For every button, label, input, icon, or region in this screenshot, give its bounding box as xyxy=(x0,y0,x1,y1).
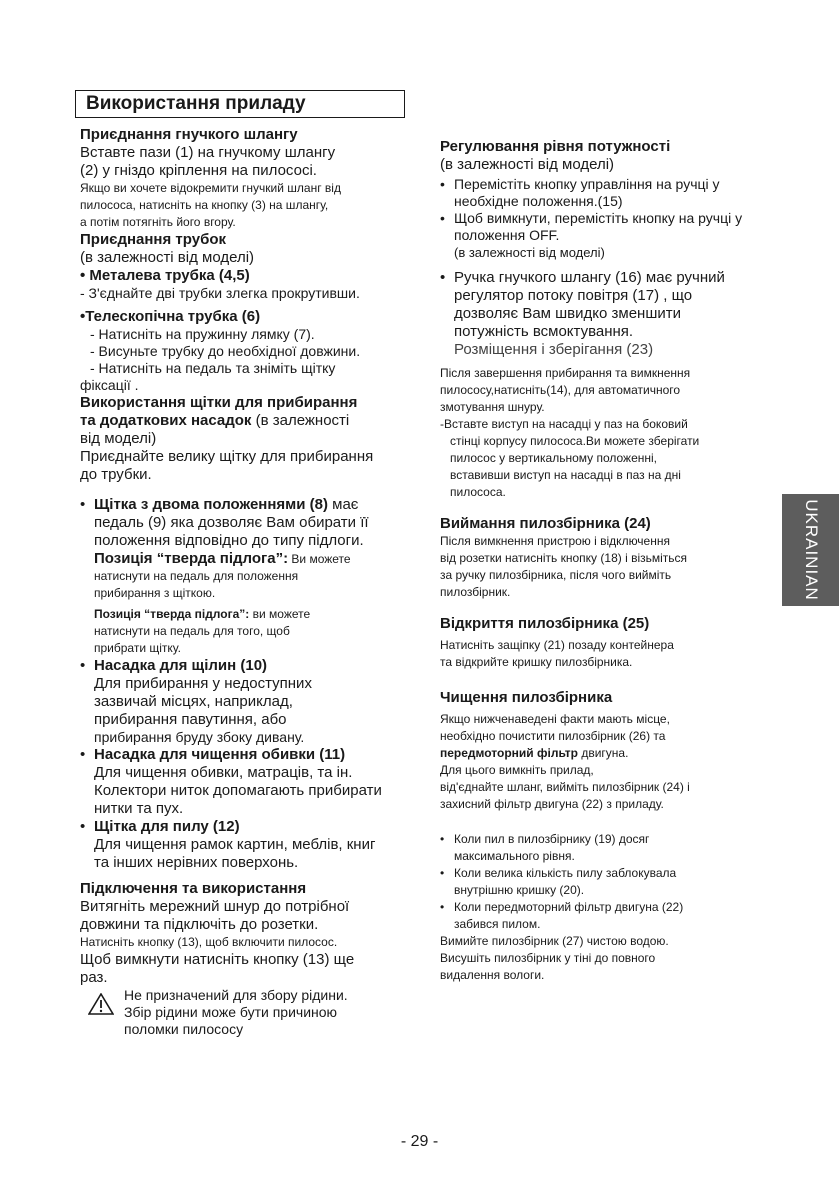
text-line: видалення вологи. xyxy=(440,968,545,982)
text-line: • Щоб вимкнути, перемістіть кнопку на ручці у xyxy=(454,210,743,226)
text-line: Ви можете xyxy=(288,552,351,566)
text-line: та інших нерівних поверхонь. xyxy=(94,854,299,871)
language-tab xyxy=(782,494,839,606)
heading-hose: Приєднання гнучкого шлангу xyxy=(80,126,298,143)
text-line: потужність всмоктування. xyxy=(454,323,634,340)
item-subtitle: Позиція “тверда підлога”: xyxy=(94,607,250,621)
text-line: Для чищення рамок картин, меблів, книг xyxy=(94,836,376,853)
item-title: • Щітка для пилу (12) xyxy=(94,818,240,835)
text-line: прибирання з щіткою. xyxy=(94,586,216,600)
text-line: від моделі) xyxy=(80,430,157,447)
text-line: Щоб вимкнути натисніть кнопку (13) ще xyxy=(80,951,355,968)
text-line: натиснути на педаль для того, щоб xyxy=(94,624,290,638)
text-line: Після вимкнення пристрою і відключення xyxy=(440,534,670,548)
text-line: • Перемістіть кнопку управління на ручці у xyxy=(454,176,720,192)
text-line: внутрішню кришку (20). xyxy=(454,883,585,897)
list-item xyxy=(80,746,425,818)
page-title: Використання приладу xyxy=(75,90,405,118)
text-line: пилососу,натисніть(14), для автоматичного xyxy=(440,383,681,397)
text-line: фіксації . xyxy=(80,377,139,393)
text-line: • Коли велика кількість пилу заблокувала xyxy=(454,866,677,880)
text-line: -Вставте виступ на насадці у паз на боковий xyxy=(440,417,688,431)
list-item xyxy=(80,818,425,872)
text-line: (в залежності від моделі) xyxy=(440,156,615,173)
right-column xyxy=(440,138,795,984)
text-emphasis: передмоторний фільтр xyxy=(440,746,578,760)
warning-note xyxy=(80,987,425,1038)
item-title: Щітка з двома положеннями (8) xyxy=(94,496,328,513)
list-item xyxy=(440,269,795,359)
text-line: • Коли пил в пилозбірнику (19) досяг xyxy=(454,832,650,846)
list-item xyxy=(440,831,795,865)
heading-brush-cont: та додаткових насадок xyxy=(80,412,252,429)
list-item xyxy=(440,176,795,210)
subheading-storage: Розміщення і зберігання (23) xyxy=(454,341,654,358)
text-line: нитки та пух. xyxy=(94,800,184,817)
text-line: - Натисніть на педаль та зніміть щітку xyxy=(90,360,336,376)
heading-metal-tube: • Металева трубка (4,5) xyxy=(80,267,250,284)
list-item xyxy=(80,657,425,746)
text-line: стінці корпусу пилососа.Ви можете зберігати xyxy=(450,434,700,448)
text-line: (в залежності від моделі) xyxy=(80,249,255,266)
text-line: дозволяє Вам швидко зменшити xyxy=(454,305,681,322)
heading-clean-dustbin: Чищення пилозбірника xyxy=(440,689,613,706)
text-line: - З'єднайте дві трубки злегка прокрутивши. xyxy=(80,285,360,301)
warning-icon xyxy=(88,993,114,1015)
text-line: раз. xyxy=(80,969,108,986)
text-line: Натисніть защіпку (21) позаду контейнера xyxy=(440,638,674,652)
text-line: Вставте пази (1) на гнучкому шлангу xyxy=(80,144,336,161)
text-line: максимального рівня. xyxy=(454,849,575,863)
text-line: регулятор потоку повітря (17) , що xyxy=(454,287,693,304)
heading-brush: Використання щітки для прибирання xyxy=(80,394,358,411)
text-line: - Висуньте трубку до необхідної довжини. xyxy=(90,343,361,359)
text-line: довжини та підключіть до розетки. xyxy=(80,916,319,933)
text-line: • Коли передмоторний фільтр двигуна (22) xyxy=(454,900,684,914)
heading-telescopic-tube: •Телескопічна трубка (6) xyxy=(80,308,261,325)
text-line: Після завершення прибирання та вимкнення xyxy=(440,366,691,380)
text-line: необхідне положення.(15) xyxy=(454,193,623,209)
text-line: Витягніть мережний шнур до потрібної xyxy=(80,898,350,915)
text-line: від розетки натисніть кнопку (18) і візьміться xyxy=(440,551,688,565)
text-line: Якщо ви хочете відокремити гнучкий шланг від xyxy=(80,181,341,195)
warning-line: Не призначений для збору рідини. xyxy=(124,987,348,1003)
text-line: пилососа, натисніть на кнопку (3) на шлангу, xyxy=(80,198,329,212)
text-line: від'єднайте шланг, вийміть пилозбірник (24) і xyxy=(440,780,690,794)
text-line: прибирання павутиння, або xyxy=(94,711,287,728)
text-line: Для чищення обивки, матраців, та ін. xyxy=(94,764,353,781)
item-title: • Насадка для чищення обивки (11) xyxy=(94,746,346,763)
left-column xyxy=(80,126,425,1038)
heading-tubes: Приєднання трубок xyxy=(80,231,227,248)
list-item xyxy=(440,865,795,899)
text-line: пилососа. xyxy=(450,485,506,499)
text-line: двигуна. xyxy=(578,746,629,760)
text-line: (в залежності xyxy=(251,412,350,429)
text-line: положення OFF. xyxy=(454,227,560,243)
text-line: - Натисніть на пружинну лямку (7). xyxy=(90,326,315,342)
warning-line: поломки пилососу xyxy=(124,1021,244,1037)
text-line: за ручку пилозбірника, після чого вийміть xyxy=(440,568,672,582)
text-line: Приєднайте велику щітку для прибирання xyxy=(80,448,374,465)
text-line: зазвичай місцях, наприклад, xyxy=(94,693,293,710)
text-line: змотування шнуру. xyxy=(440,400,545,414)
text-line: педаль (9) яка дозволяє Вам обирати її xyxy=(94,514,369,531)
list-item xyxy=(440,210,795,261)
text-line: (в залежності від моделі) xyxy=(454,245,605,260)
text-line: пилосос у вертикальному положенні, xyxy=(450,451,658,465)
text-line: (2) у гніздо кріплення на пилососі. xyxy=(80,162,317,179)
text-line: Колектори ниток допомагають прибирати xyxy=(94,782,382,799)
item-subtitle: Позиція “тверда підлога”: xyxy=(94,550,289,567)
text-line: а потім потягніть його вгору. xyxy=(80,215,236,229)
text-line: Вимийте пилозбірник (27) чистою водою. xyxy=(440,934,669,948)
text-line: необхідно почистити пилозбірник (26) та xyxy=(440,729,666,743)
text-line: вставивши виступ на насадці в паз на дні xyxy=(450,468,681,482)
text-line: • Ручка гнучкого шлангу (16) має ручний xyxy=(454,269,725,286)
text-line: Якщо нижченаведені факти мають місце, xyxy=(440,712,670,726)
heading-open-dustbin: Відкриття пилозбірника (25) xyxy=(440,615,650,632)
heading-remove-dustbin: Виймання пилозбірника (24) xyxy=(440,515,651,532)
text-line: Висушіть пилозбірник у тіні до повного xyxy=(440,951,656,965)
text-line: Натисніть кнопку (13), щоб включити пилосос. xyxy=(80,935,338,949)
text-line: прибирання бруду збоку дивану. xyxy=(94,729,305,745)
text-line: ви можете xyxy=(249,607,311,621)
text-line: натиснути на педаль для положення xyxy=(94,569,299,583)
text-line: положення відповідно до типу підлоги. xyxy=(94,532,364,549)
text-line: до трубки. xyxy=(80,466,152,483)
warning-line: Збір рідини може бути причиною xyxy=(124,1004,338,1020)
text-line: Для цього вимкніть прилад, xyxy=(440,763,594,777)
text-line: та відкрийте кришку пилозбірника. xyxy=(440,655,633,669)
text-line: Для прибирання у недоступних xyxy=(94,675,312,692)
text-line: забився пилом. xyxy=(454,917,541,931)
text-line: прибрати щітку. xyxy=(94,641,181,655)
text-line: має xyxy=(327,496,359,513)
heading-power: Регулювання рівня потужності xyxy=(440,138,671,155)
page-number: - 29 - xyxy=(400,1133,439,1150)
text-line: захисний фільтр двигуна (22) з приладу. xyxy=(440,797,664,811)
heading-connect: Підключення та використання xyxy=(80,880,307,897)
list-item xyxy=(440,899,795,933)
text-line: пилозбірник. xyxy=(440,585,511,599)
list-item xyxy=(80,496,425,657)
item-title: • Насадка для щілин (10) xyxy=(94,657,268,674)
language-tab-label: UKRAINIAN xyxy=(801,499,821,601)
